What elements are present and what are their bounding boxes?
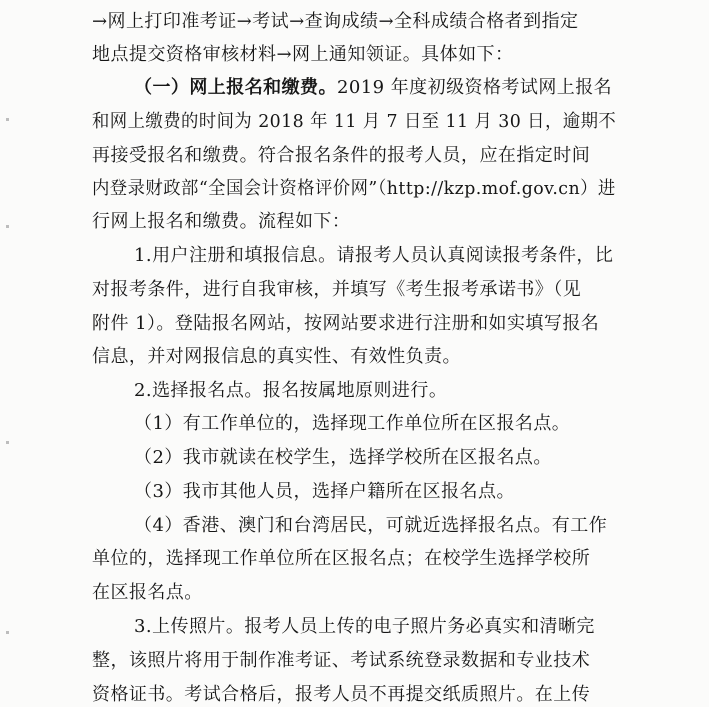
scan-speck	[6, 225, 9, 228]
text-line: 地点提交资格审核材料→网上通知领证。具体如下：	[92, 44, 514, 65]
text-line: 信息，并对网报信息的真实性、有效性负责。	[92, 346, 461, 367]
text-line: 附件 1）。登陆报名网站，按网站要求进行注册和如实填写报名	[92, 313, 600, 334]
text-line: 对报考条件，进行自我审核，并填写《考生报考承诺书》（见	[92, 279, 582, 300]
text-line: （1）有工作单位的，选择现工作单位所在区报名点。	[134, 413, 571, 434]
text-line: 再接受报名和缴费。符合报名条件的报考人员，应在指定时间	[92, 145, 591, 166]
text-line: （2）我市就读在校学生，选择学校所在区报名点。	[134, 447, 552, 468]
scan-speck	[6, 441, 9, 444]
text-line: 和网上缴费的时间为 2018 年 11 月 7 日至 11 月 30 日，逾期不	[92, 111, 617, 132]
text-line: 1.用户注册和填报信息。请报考人员认真阅读报考条件，比	[134, 245, 614, 266]
text-line: 单位的，选择现工作单位所在区报名点；在校学生选择学校所	[92, 548, 591, 569]
scan-speck	[6, 631, 9, 634]
text-line: →网上打印准考证→考试→查询成绩→全科成绩合格者到指定	[92, 11, 579, 32]
text-line: 在区报名点。	[92, 582, 203, 603]
text-line: 行网上报名和缴费。流程如下：	[92, 211, 351, 232]
section-heading: （一）网上报名和缴费。	[134, 77, 337, 98]
text-line-body: 2019 年度初级资格考试网上报名	[336, 77, 613, 98]
text-line: （3）我市其他人员，选择户籍所在区报名点。	[134, 481, 515, 502]
text-line: 资格证书。考试合格后，报考人员不再提交纸质照片。在上传	[92, 684, 591, 705]
scan-speck	[6, 118, 9, 121]
text-line: 2.选择报名点。报名按属地原则进行。	[134, 380, 448, 401]
text-line: 整，该照片将用于制作准考证、考试系统登录数据和专业技术	[92, 650, 591, 671]
text-line: 内登录财政部“全国会计资格评价网”（http://kzp.mof.gov.cn）进	[92, 178, 616, 199]
text-line: 3.上传照片。报考人员上传的电子照片务必真实和清晰完	[134, 616, 595, 637]
text-line	[134, 76, 612, 100]
text-line: （4）香港、澳门和台湾居民，可就近选择报名点。有工作	[134, 515, 608, 536]
